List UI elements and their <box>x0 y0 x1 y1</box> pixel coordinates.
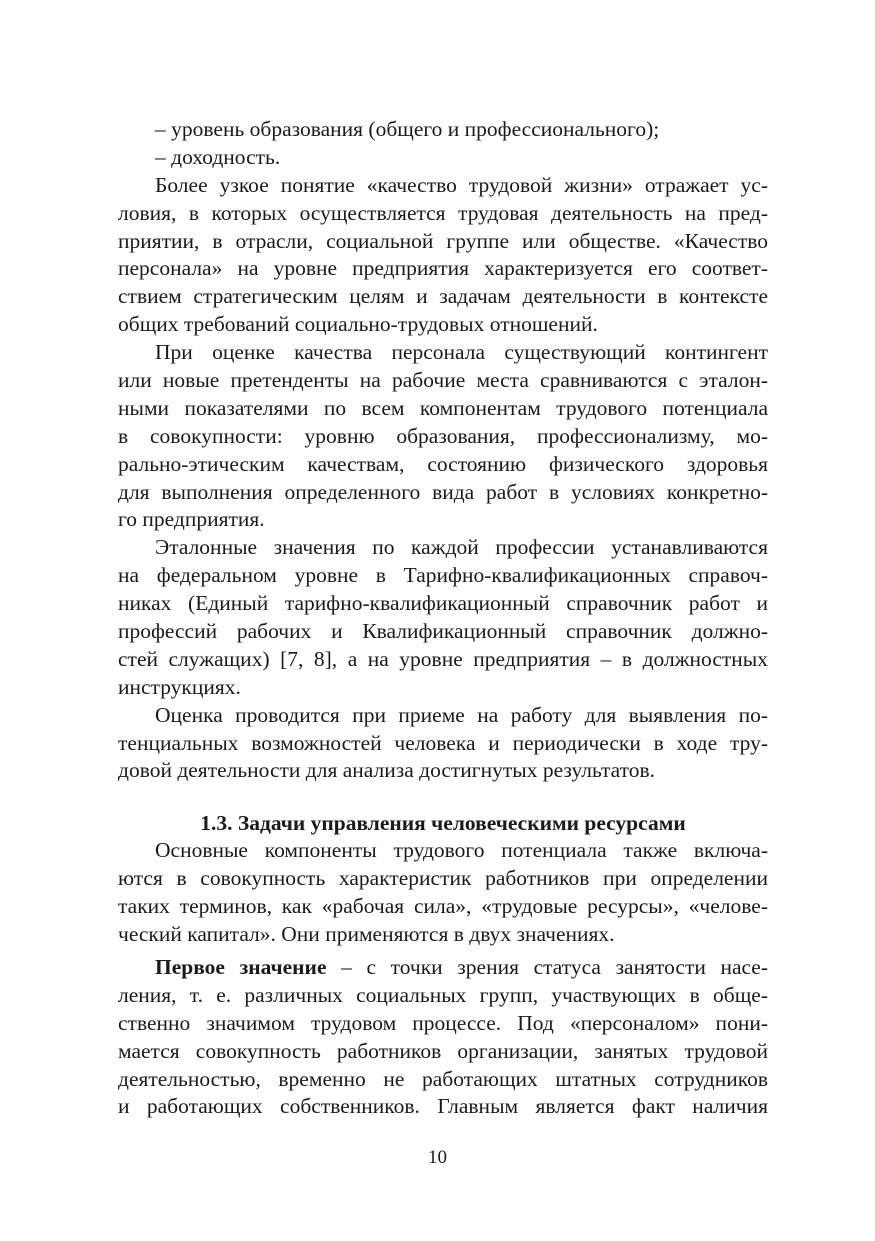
text-line: ными показателями по всем компонентам трудового потенциала <box>118 395 768 420</box>
text-line: приятии, в отрасли, социальной группе или обществе. «Качество <box>118 228 768 253</box>
text-line: довой деятельности для анализа достигнутых результатов. <box>118 758 655 783</box>
text-line: на федеральном уровне в Тарифно-квалификационных справоч- <box>118 563 768 588</box>
page-body <box>118 116 768 1121</box>
text-line: стей служащих) [7, 8], а на уровне предприятия – в должностных <box>118 646 768 671</box>
text-line: для выполнения определенного вида работ в условиях конкретно- <box>118 479 768 504</box>
text-line: ловия, в которых осуществляется трудовая деятельность на пред- <box>118 200 768 225</box>
text-line: ются в совокупность характеристик работников при определении <box>118 866 768 891</box>
text-line: профессий рабочих и Квалификационный справочник должно- <box>118 619 768 644</box>
text-line: инструкциях. <box>118 674 241 699</box>
paragraph <box>118 172 768 339</box>
paragraph <box>118 702 768 786</box>
text-line: Оценка проводится при приеме на работу для выявления по- <box>155 702 768 727</box>
text-line: тенциальных возможностей человека и периодически в ходе тру- <box>118 730 768 755</box>
text-line: и работающих собственников. Главным является факт наличия <box>118 1094 768 1119</box>
text-line: Более узкое понятие «качество трудовой жизни» отражает ус- <box>155 172 768 197</box>
text-line: го предприятия. <box>118 507 265 532</box>
text-line: мается совокупность работников организации, занятых трудовой <box>118 1038 768 1063</box>
text-line: Эталонные значения по каждой профессии устанавливаются <box>155 535 768 560</box>
text-line: или новые претенденты на рабочие места сравниваются с эталон- <box>118 368 768 393</box>
text-line: таких терминов, как «рабочая сила», «трудовые ресурсы», «челове- <box>118 894 768 919</box>
paragraph <box>118 954 768 1121</box>
text-line: ственно значимом трудовом процессе. Под «персоналом» пони- <box>118 1010 768 1035</box>
text-line: рально-этическим качествам, состоянию физического здоровья <box>118 451 768 476</box>
text-line: персонала» на уровне предприятия характеризуется его соответ- <box>118 256 768 281</box>
text-line: деятельностью, временно не работающих штатных сотрудников <box>118 1066 768 1091</box>
text-line: При оценке качества персонала существующий контингент <box>155 340 768 365</box>
list-item: – уровень образования (общего и профессионального); <box>155 117 660 141</box>
text-line: ления, т. е. различных социальных групп, участвующих в обще- <box>118 982 768 1007</box>
text-line: никах (Единый тарифно-квалификационный справочник работ и <box>118 591 768 616</box>
text-line: ствием стратегическим целям и задачам деятельности в контексте <box>118 284 768 309</box>
text-line: общих требований социально-трудовых отношений. <box>118 312 598 337</box>
section-spacer <box>118 785 768 809</box>
paragraph <box>118 339 768 534</box>
list-item: – доходность. <box>155 144 281 169</box>
text-span: – с точки зрения статуса занятости насе- <box>326 954 769 979</box>
paragraph <box>118 534 768 701</box>
paragraph <box>118 837 768 949</box>
text-line: в совокупности: уровню образования, профессионализму, мо- <box>118 423 768 448</box>
section-heading: 1.3. Задачи управления человеческими ресурсами <box>200 811 686 836</box>
page-number: 10 <box>428 1147 447 1168</box>
text-line: Основные компоненты трудового потенциала также включа- <box>155 838 768 863</box>
text-line <box>118 954 768 982</box>
text-line: ческий капитал». Они применяются в двух значениях. <box>118 922 615 947</box>
bold-term: Первое значение <box>155 954 327 979</box>
